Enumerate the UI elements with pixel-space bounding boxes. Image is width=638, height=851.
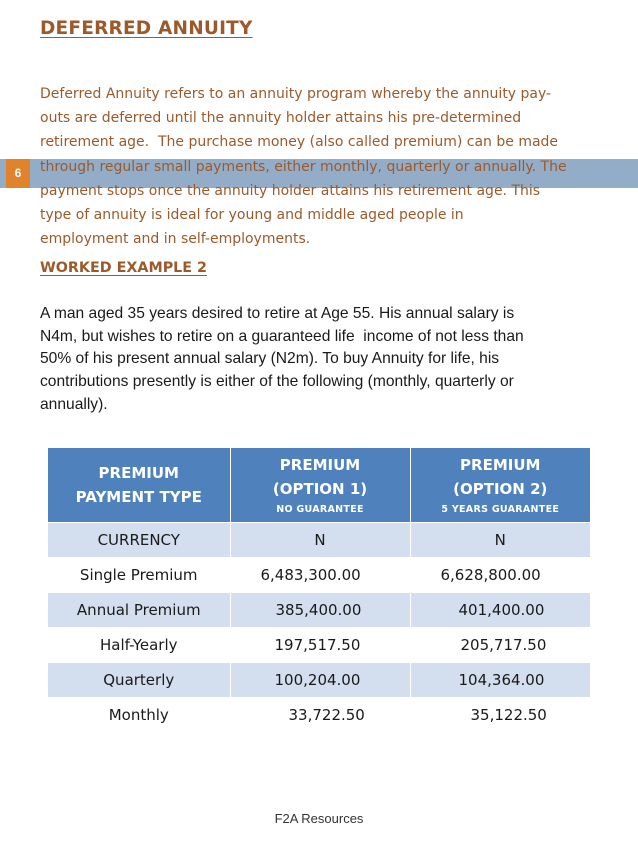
example-line: annually). [40, 395, 108, 413]
intro-line: employment and in self-employments. [40, 231, 311, 248]
example-line: contributions presently is either of the following (monthly, quarterly or [40, 373, 514, 391]
intro-line: payment stops once the annuity holder attains his retirement age. This [40, 182, 541, 199]
intro-line: type of annuity is ideal for young and middle aged people in [40, 207, 464, 224]
cell-option-1: N [230, 523, 410, 558]
cell-payment-type: Quarterly [48, 663, 230, 698]
example-line: 50% of his present annual salary (N2m). To buy Annuity for life, his [40, 350, 500, 368]
header-option-2 [410, 448, 590, 523]
cell-option-1: 385,400.00 [230, 593, 410, 628]
cell-option-2: 205,717.50 [410, 628, 590, 663]
cell-option-1: 33,722.50 [230, 698, 410, 733]
premium-table [48, 448, 590, 732]
header-subtitle: 5 YEARS GUARANTEE [441, 504, 560, 515]
header-line: PREMIUM [460, 456, 541, 474]
header-line: (OPTION 1) [272, 480, 368, 498]
cell-option-2: 104,364.00 [410, 663, 590, 698]
cell-payment-type: Single Premium [48, 558, 230, 593]
table-row [48, 593, 590, 628]
cell-payment-type: Annual Premium [48, 593, 230, 628]
cell-payment-type: Half-Yearly [48, 628, 230, 663]
cell-option-2: 35,122.50 [410, 698, 590, 733]
section-title: DEFERRED ANNUITY [40, 18, 253, 39]
header-line: (OPTION 2) [453, 480, 548, 498]
intro-line: Deferred Annuity refers to an annuity program whereby the annuity pay- [40, 86, 552, 102]
cell-option-1: 100,204.00 [230, 663, 410, 698]
header-line: PREMIUM [279, 456, 361, 474]
page-number: 6 [14, 166, 22, 180]
header-line: PREMIUM [98, 464, 179, 482]
example-line: N4m, but wishes to retire on a guaranteed life income of not less than [40, 327, 524, 345]
header-payment-type [48, 448, 230, 523]
intro-line: retirement age. The purchase money (also called premium) can be made [40, 134, 559, 151]
intro-line: outs are deferred until the annuity holder attains his pre-determined [40, 110, 522, 127]
cell-payment-type: Monthly [48, 698, 230, 733]
table-row [48, 628, 590, 663]
page-footer: F2A Resources [274, 811, 364, 826]
cell-option-1: 197,517.50 [230, 628, 410, 663]
table-row [48, 663, 590, 698]
cell-option-2: 6,628,800.00 [410, 558, 590, 593]
cell-option-2: N [410, 523, 590, 558]
example-line: A man aged 35 years desired to retire at Age 55. His annual salary is [40, 305, 515, 322]
worked-example-text [40, 303, 600, 417]
table-row [48, 523, 590, 558]
cell-option-1: 6,483,300.00 [230, 558, 410, 593]
cell-option-2: 401,400.00 [410, 593, 590, 628]
header-line: PAYMENT TYPE [75, 488, 202, 506]
table-row [48, 698, 590, 733]
header-subtitle: NO GUARANTEE [276, 504, 364, 515]
worked-example-heading: WORKED EXAMPLE 2 [40, 260, 207, 276]
cell-payment-type: CURRENCY [48, 523, 230, 558]
header-option-1 [230, 448, 410, 523]
table-row [48, 558, 590, 593]
intro-paragraph [40, 82, 605, 251]
intro-line: through regular small payments, either monthly, quarterly or annually. The [40, 158, 567, 175]
table-header-row [48, 448, 590, 523]
